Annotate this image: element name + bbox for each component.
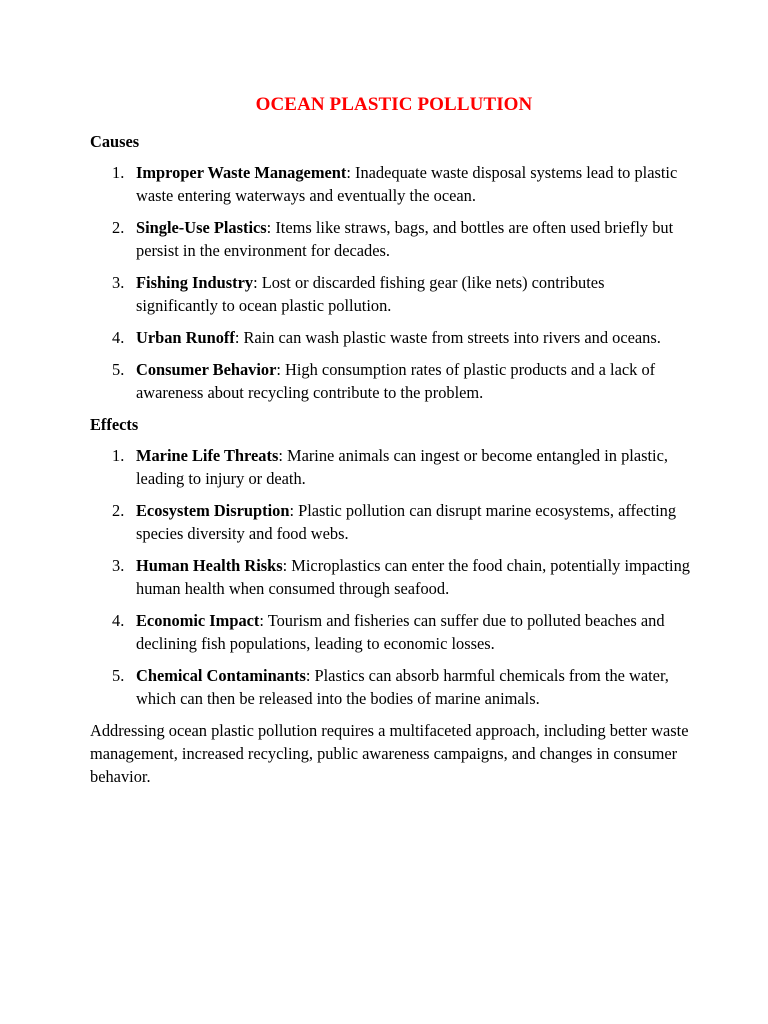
causes-heading: Causes: [90, 132, 140, 151]
list-item: [90, 664, 690, 710]
list-text: : Microplastics can enter the food chain, potentially impacting human health when consumed through seafood.: [136, 556, 691, 598]
list-item: [90, 444, 690, 490]
list-number: 3.: [112, 273, 125, 292]
document-title: OCEAN PLASTIC POLLUTION: [255, 94, 533, 115]
effects-list: [90, 444, 690, 710]
list-item: [90, 554, 690, 600]
list-item: [90, 326, 690, 349]
list-number: 3.: [112, 556, 125, 575]
list-item: [90, 499, 690, 545]
list-number: 5.: [112, 360, 125, 379]
list-term: Ecosystem Disruption: [136, 501, 290, 520]
list-number: 1.: [112, 163, 125, 182]
list-number: 4.: [112, 328, 125, 347]
list-item: [90, 216, 690, 262]
causes-list: [90, 161, 690, 404]
list-term: Single-Use Plastics: [136, 218, 267, 237]
list-term: Economic Impact: [136, 611, 260, 630]
list-term: Consumer Behavior: [136, 360, 277, 379]
list-item: [90, 609, 690, 655]
list-number: 2.: [112, 501, 125, 520]
effects-heading: Effects: [90, 415, 139, 434]
list-number: 4.: [112, 611, 125, 630]
list-term: Marine Life Threats: [136, 446, 279, 465]
list-item: [90, 161, 690, 207]
list-term: Human Health Risks: [136, 556, 283, 575]
list-text: : Marine animals can ingest or become entangled in plastic, leading to injury or death.: [136, 446, 668, 488]
list-text: : Plastics can absorb harmful chemicals from the water, which can then be released into the bodies of marine animals.: [136, 666, 669, 708]
list-text: : Items like straws, bags, and bottles are often used briefly but persist in the environment for decades.: [136, 218, 674, 260]
list-term: Fishing Industry: [136, 273, 254, 292]
list-text: : Plastic pollution can disrupt marine ecosystems, affecting species diversity and food webs.: [136, 501, 677, 543]
list-term: Chemical Contaminants: [136, 666, 306, 685]
list-text: : Inadequate waste disposal systems lead to plastic waste entering waterways and eventually the ocean.: [136, 163, 678, 205]
list-term: Improper Waste Management: [136, 163, 347, 182]
list-item: [90, 358, 690, 404]
conclusion-paragraph: Addressing ocean plastic pollution requires a multifaceted approach, including better waste management, increased recycling, public awareness campaigns, and changes in consumer behavior.: [90, 721, 689, 786]
list-number: 2.: [112, 218, 125, 237]
list-text: : High consumption rates of plastic products and a lack of awareness about recycling contribute to the problem.: [136, 360, 656, 402]
list-term: Urban Runoff: [136, 328, 235, 347]
list-item: [90, 271, 690, 317]
list-text: : Rain can wash plastic waste from streets into rivers and oceans.: [234, 328, 661, 347]
list-number: 5.: [112, 666, 125, 685]
list-text: : Tourism and fisheries can suffer due to polluted beaches and declining fish populations, leading to economic losses.: [136, 611, 665, 653]
list-number: 1.: [112, 446, 125, 465]
document-page: [90, 92, 690, 788]
list-text: : Lost or discarded fishing gear (like nets) contributes significantly to ocean plastic pollution.: [136, 273, 605, 315]
